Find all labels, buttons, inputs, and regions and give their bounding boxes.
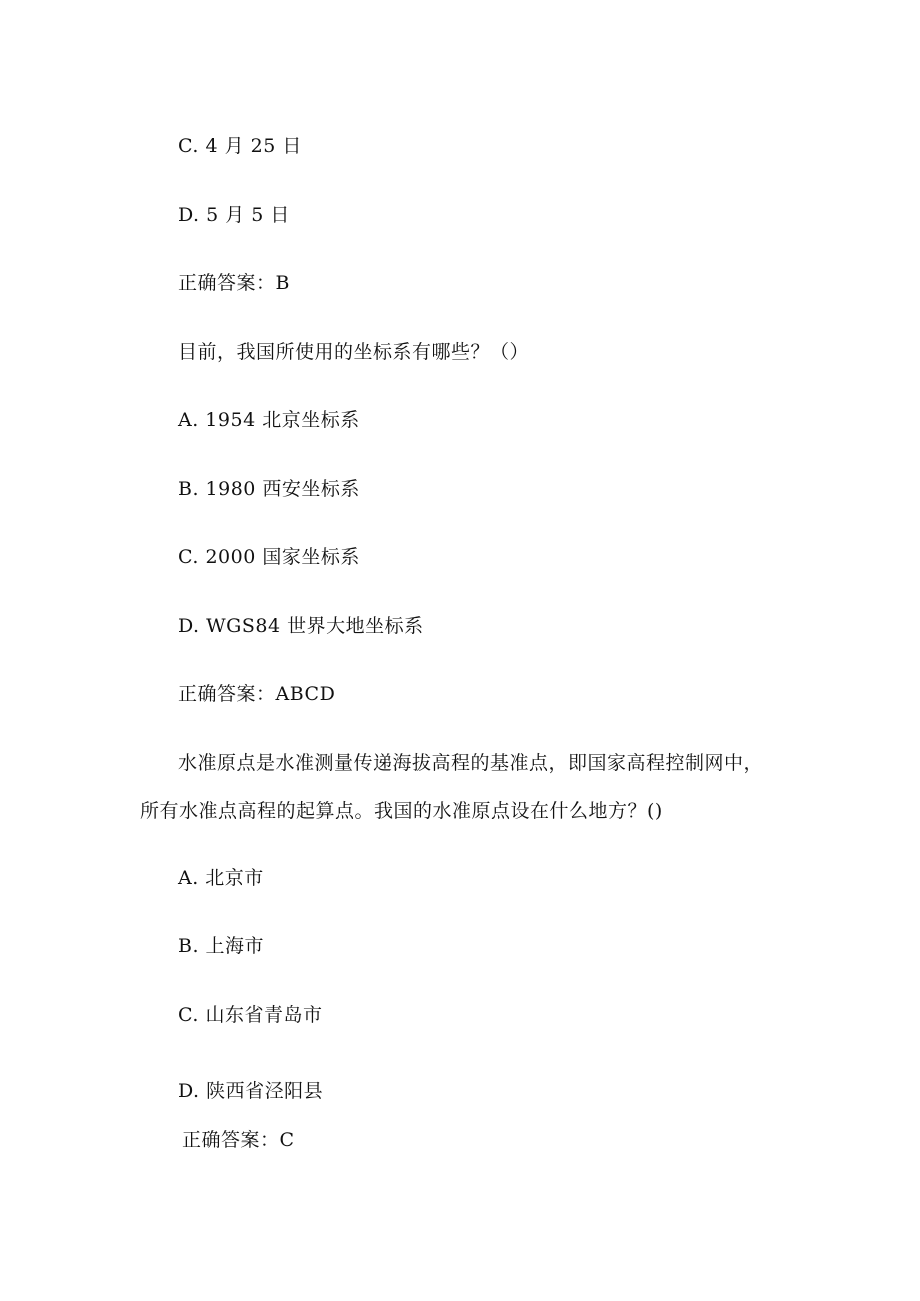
q3-answer: 正确答案：C [182, 1129, 295, 1151]
q3-option-b: B. 上海市 [178, 935, 265, 957]
q2-option-a: A. 1954 北京坐标系 [178, 409, 360, 431]
q1-option-c: C. 4 月 25 日 [178, 135, 302, 157]
q3-option-d: D. 陕西省泾阳县 [178, 1080, 324, 1102]
q3-question-line1: 水准原点是水准测量传递海拔高程的基准点，即国家高程控制网中， [178, 752, 764, 774]
q3-option-c: C. 山东省青岛市 [178, 1004, 323, 1026]
q3-question-line2: 所有水准点高程的起算点。我国的水准原点设在什么地方？() [140, 800, 663, 822]
q3-option-a: A. 北京市 [178, 867, 264, 889]
q1-answer: 正确答案：B [178, 272, 290, 294]
q2-question: 目前，我国所使用的坐标系有哪些？（） [178, 341, 530, 363]
q2-option-b: B. 1980 西安坐标系 [178, 478, 360, 500]
q2-option-c: C. 2000 国家坐标系 [178, 546, 360, 568]
q2-answer: 正确答案：ABCD [178, 683, 336, 705]
q2-option-d: D. WGS84 世界大地坐标系 [178, 615, 424, 637]
q1-option-d: D. 5 月 5 日 [178, 204, 290, 226]
